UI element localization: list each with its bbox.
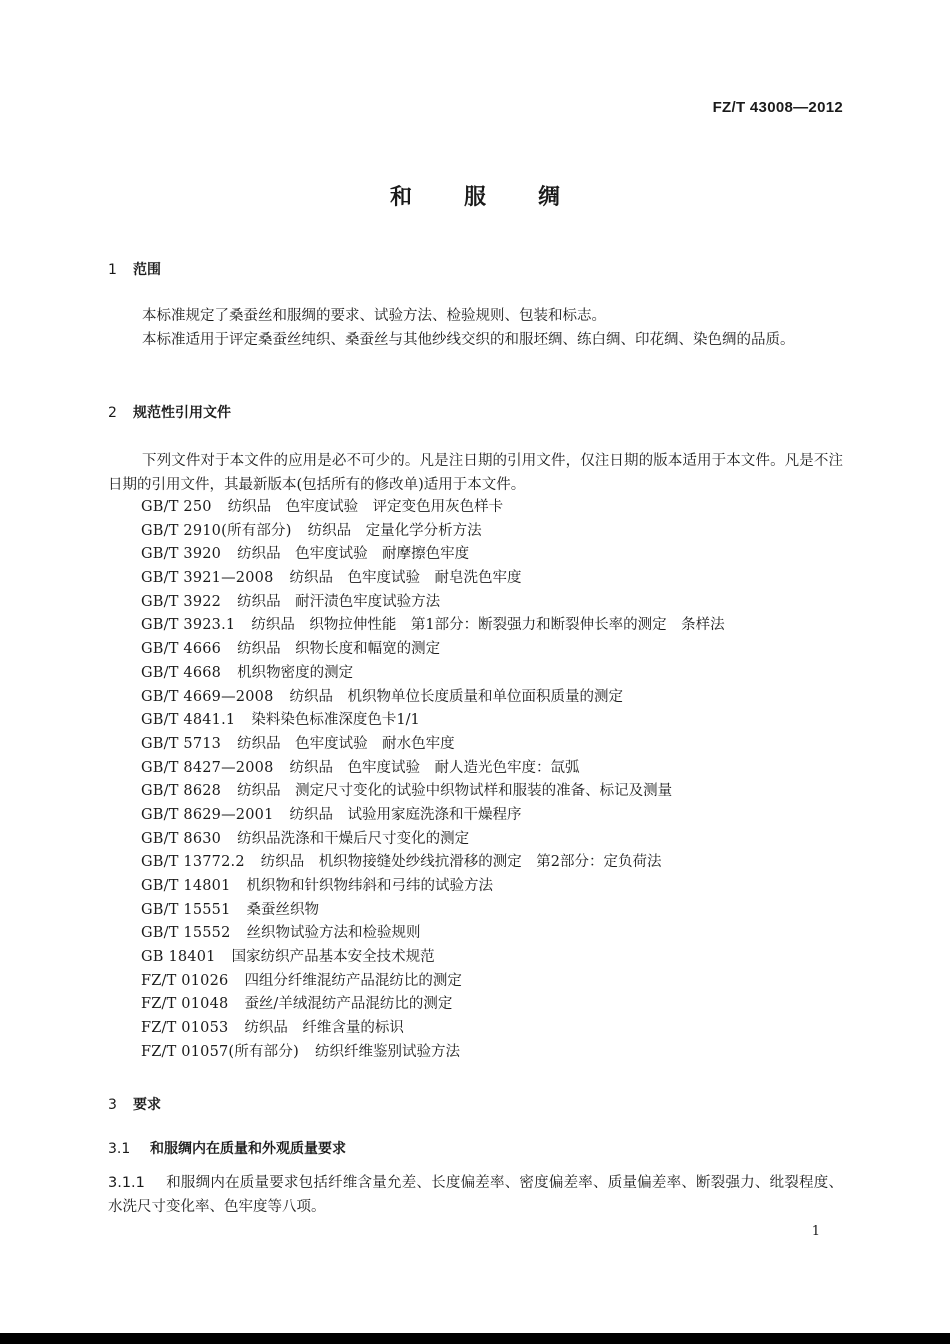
standard-code: FZ/T 43008—2012: [712, 99, 843, 116]
reference-item: GB/T 5713 纺织品 色牢度试验 耐水色牢度: [141, 735, 455, 752]
reference-item: FZ/T 01048 蚕丝/羊绒混纺产品混纺比的测定: [141, 996, 453, 1013]
section-2-heading: 2 规范性引用文件: [108, 405, 231, 421]
document-title: [0, 180, 950, 211]
reference-item: GB/T 14801 机织物和针织物纬斜和弓纬的试验方法: [141, 878, 494, 894]
reference-item: GB/T 8628 纺织品 测定尺寸变化的试验中织物试样和服装的准备、标记及测量: [141, 783, 673, 800]
reference-item: GB/T 3922 纺织品 耐汗渍色牢度试验方法: [141, 593, 441, 610]
section-1-para-2: 本标准适用于评定桑蚕丝纯织、桑蚕丝与其他纱线交织的和服坯绸、练白绸、印花绸、染色绸的品质。: [142, 332, 795, 348]
section-3-1-heading: 3.1 和服绸内在质量和外观质量要求: [108, 1141, 346, 1157]
reference-item: FZ/T 01053 纺织品 纤维含量的标识: [141, 1020, 404, 1037]
reference-item: GB/T 8427—2008 纺织品 色牢度试验 耐人造光色牢度：氙弧: [141, 759, 580, 776]
reference-item: GB/T 8630 纺织品洗涤和干燥后尺寸变化的测定: [141, 830, 470, 847]
reference-item: GB 18401 国家纺织产品基本安全技术规范: [141, 949, 435, 966]
section-1-heading: 1 范围: [108, 262, 161, 278]
reference-item: GB/T 4841.1 染料染色标准深度色卡1/1: [141, 712, 420, 729]
title-char: 和: [389, 185, 412, 210]
section-3-1-1-para: 3.1.1 和服绸内在质量要求包括纤维含量允差、长度偏差率、密度偏差率、质量偏差率、断裂强力、纰裂程度、水洗尺寸变化率、色牢度等八项。: [108, 1175, 843, 1215]
reference-item: GB/T 4668 机织物密度的测定: [141, 664, 354, 681]
reference-item: GB/T 3921—2008 纺织品 色牢度试验 耐皂洗色牢度: [141, 570, 522, 587]
title-char: 绸: [538, 185, 561, 210]
reference-list: [141, 496, 725, 1065]
reference-item: GB/T 4666 纺织品 织物长度和幅宽的测定: [141, 641, 441, 658]
section-1-para-1: 本标准规定了桑蚕丝和服绸的要求、试验方法、检验规则、包装和标志。: [142, 308, 606, 324]
reference-item: GB/T 8629—2001 纺织品 试验用家庭洗涤和干燥程序: [141, 806, 522, 823]
reference-item: FZ/T 01026 四组分纤维混纺产品混纺比的测定: [141, 972, 462, 989]
page-number: 1: [811, 1224, 820, 1239]
reference-item: GB/T 250 纺织品 色牢度试验 评定变色用灰色样卡: [141, 499, 504, 515]
section-3-heading: 3 要求: [108, 1097, 161, 1113]
reference-item: GB/T 3923.1 纺织品 织物拉伸性能 第1部分：断裂强力和断裂伸长率的测定 条样法: [141, 617, 725, 634]
reference-item: GB/T 2910(所有部分) 纺织品 定量化学分析方法: [141, 522, 482, 539]
reference-item: GB/T 15551 桑蚕丝织物: [141, 901, 320, 918]
reference-item: GB/T 13772.2 纺织品 机织物接缝处纱线抗滑移的测定 第2部分：定负荷法: [141, 854, 662, 871]
reference-item: GB/T 15552 丝织物试验方法和检验规则: [141, 925, 421, 942]
reference-item: GB/T 4669—2008 纺织品 机织物单位长度质量和单位面积质量的测定: [141, 688, 624, 705]
reference-item: GB/T 3920 纺织品 色牢度试验 耐摩擦色牢度: [141, 546, 470, 563]
bottom-border: [0, 1333, 950, 1344]
title-char: 服: [463, 185, 486, 210]
section-2-intro: 下列文件对于本文件的应用是必不可少的。凡是注日期的引用文件，仅注日期的版本适用于本文件。凡是不注日期的引用文件，其最新版本(包括所有的修改单)适用于本文件。: [108, 453, 843, 493]
reference-item: FZ/T 01057(所有部分) 纺织纤维鉴别试验方法: [141, 1043, 460, 1060]
